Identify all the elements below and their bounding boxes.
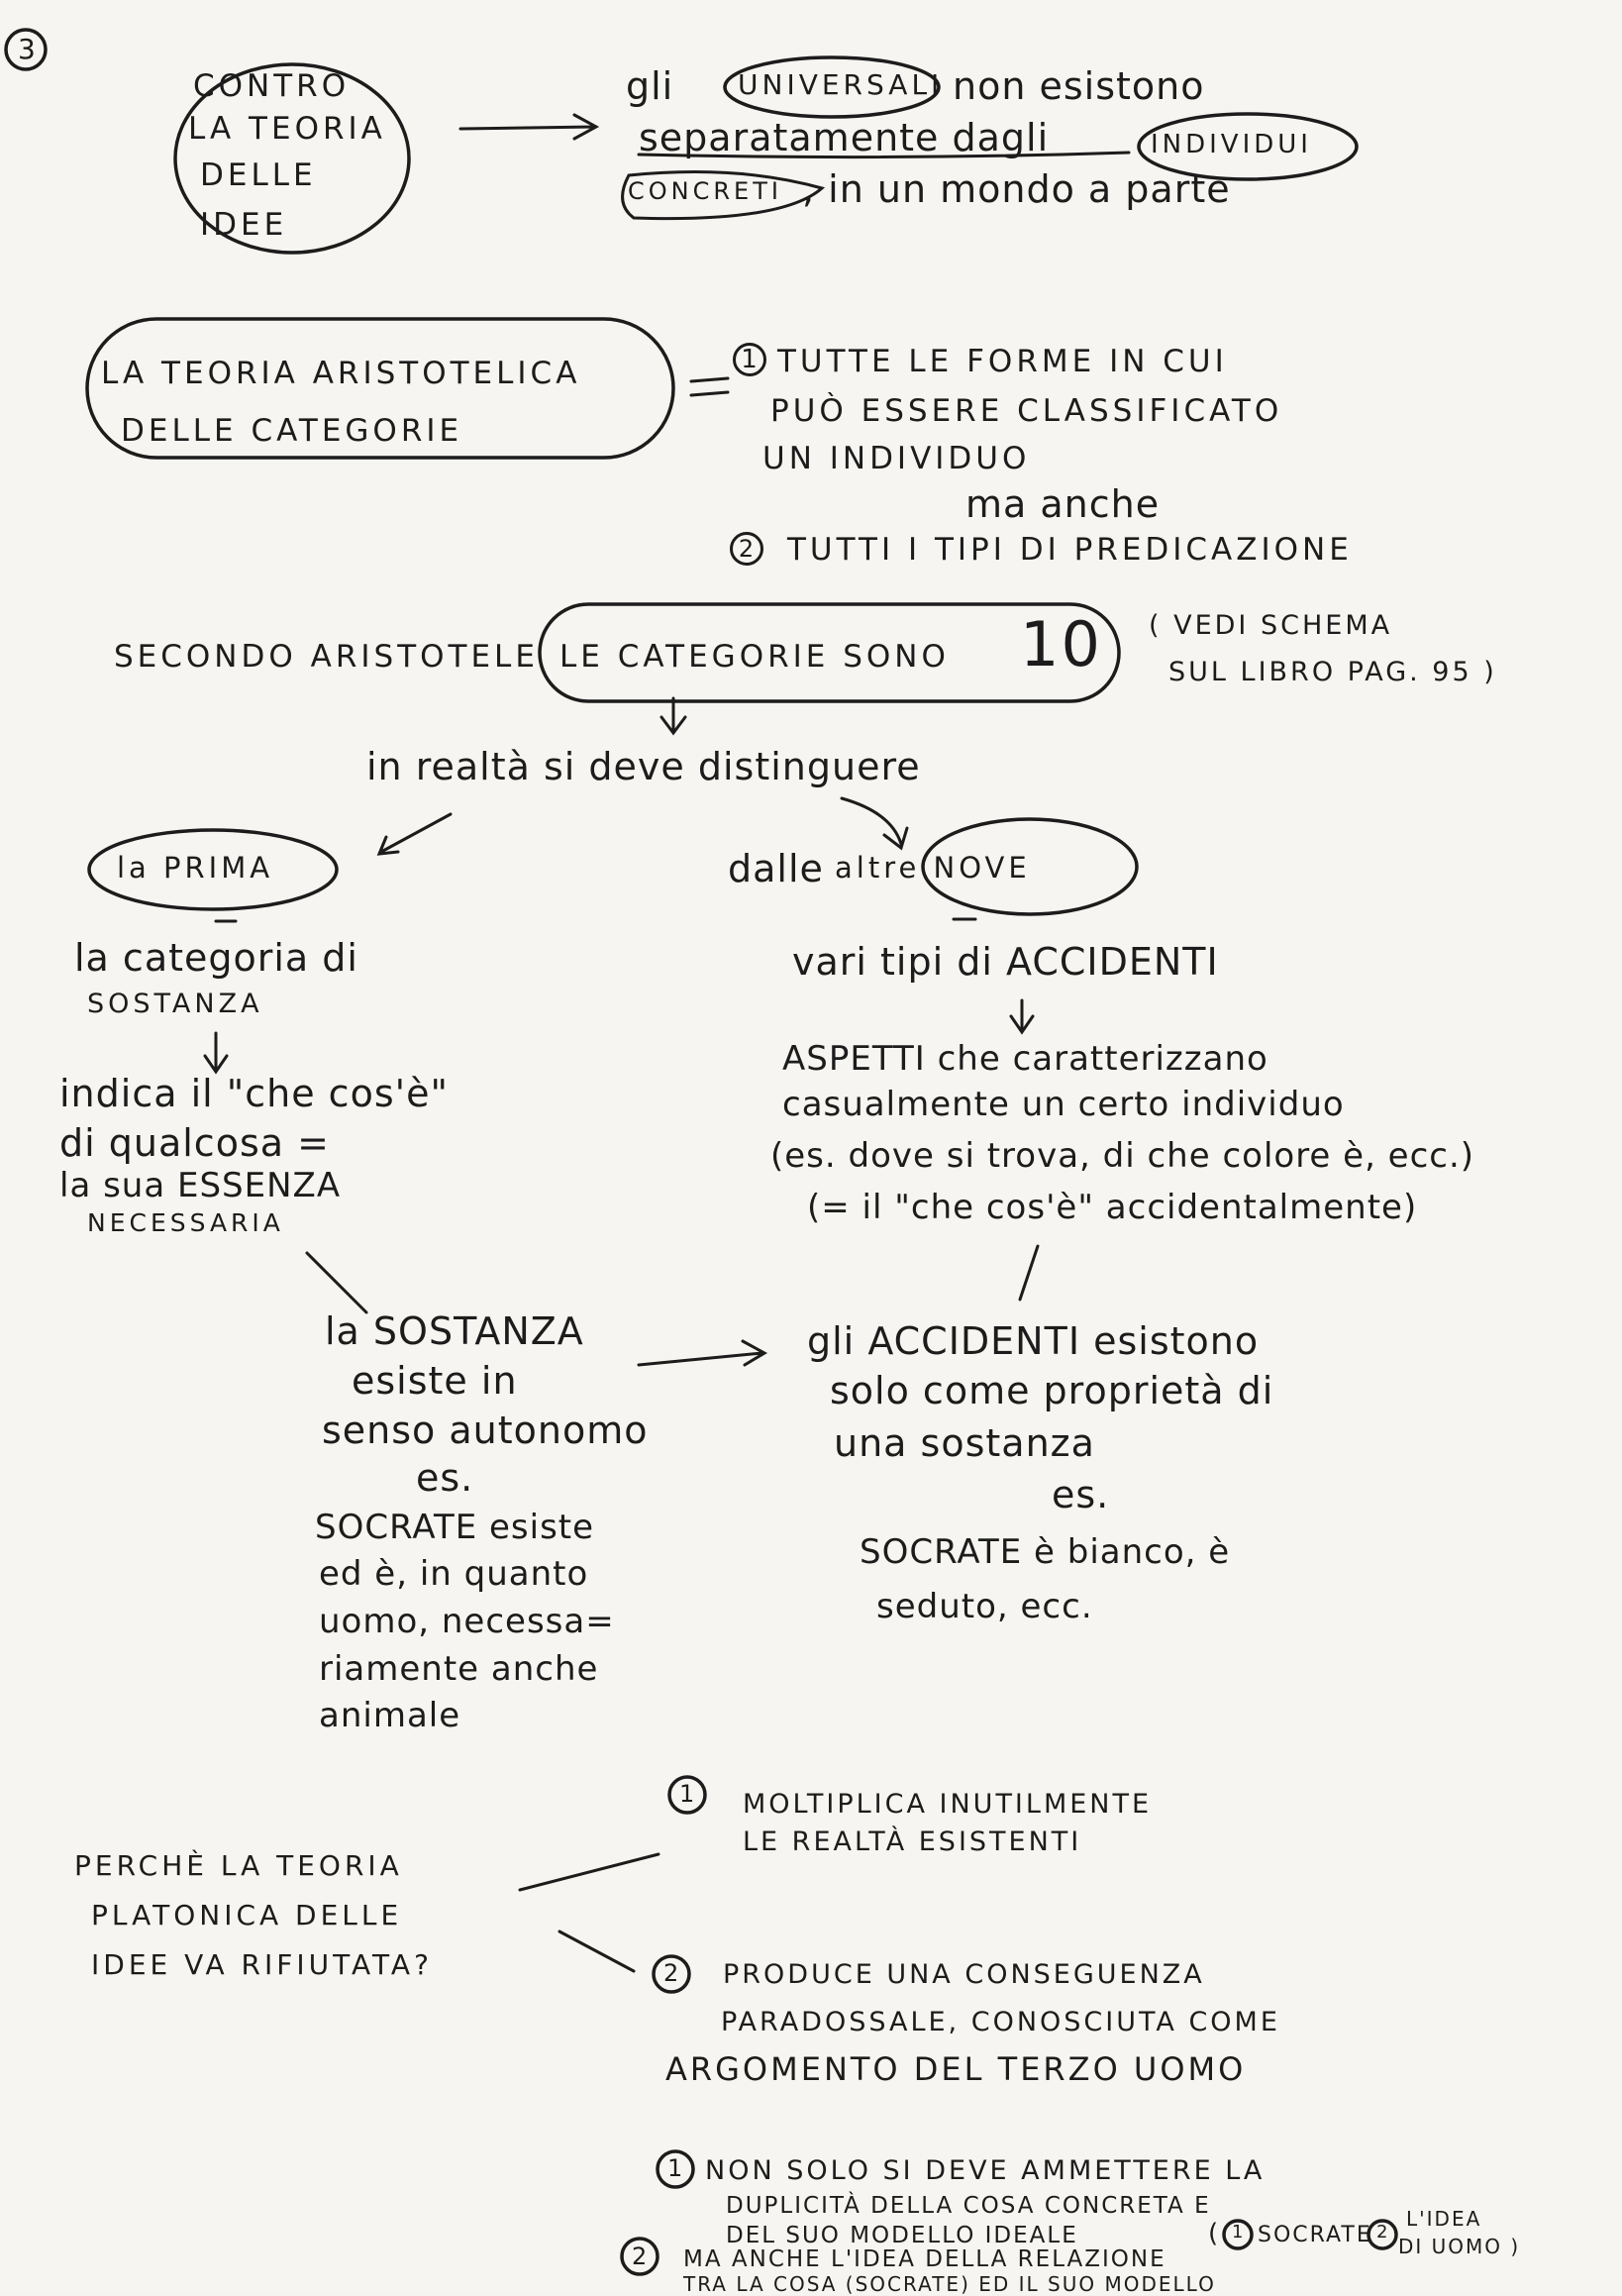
concreti-word: CONCRETI — [628, 177, 782, 205]
accidenti-types-text: vari tipi di ACCIDENTI — [792, 940, 1219, 984]
arrow-down-icon — [205, 1033, 227, 1072]
connector-line — [559, 1931, 634, 1971]
indica-line-4: NECESSARIA — [87, 1208, 284, 1237]
arrow-down-icon — [661, 698, 685, 733]
sostanza-word: SOSTANZA — [87, 989, 263, 1019]
sub-1b-line-1: L'IDEA — [1406, 2207, 1482, 2231]
sub-1-line-2: DUPLICITÀ DELLA COSA CONCRETA E — [726, 2193, 1211, 2219]
sostanza-line-3: senso autonomo — [322, 1409, 649, 1452]
contro-box-line-2: LA TEORIA — [188, 111, 386, 147]
item-2-number: 2 — [730, 532, 763, 566]
arrow-right-icon — [460, 115, 596, 139]
reason-2-line-1: PRODUCE UNA CONSEGUENZA — [723, 1959, 1205, 1990]
socrate-example-line-5: animale — [319, 1696, 461, 1735]
secondo-aristotele-text: SECONDO ARISTOTELE — [114, 639, 539, 675]
forme-line-3: UN INDIVIDUO — [762, 441, 1031, 476]
indica-line-2: di qualcosa = — [59, 1121, 330, 1165]
accidenti-line-3: una sostanza — [834, 1421, 1095, 1465]
ma-anche-text: ma anche — [965, 482, 1161, 526]
mondo-a-parte-text: , in un mondo a parte — [802, 167, 1231, 211]
forme-line-2: PUÒ ESSERE CLASSIFICATO — [770, 393, 1283, 429]
categorie-sono-text: LE CATEGORIE SONO — [559, 639, 950, 675]
socrate-example-line-3: uomo, necessa= — [319, 1602, 615, 1641]
arrow-down-icon — [1011, 1000, 1033, 1032]
connector-line — [520, 1854, 659, 1890]
accidenti-line-2: solo come proprietà di — [830, 1369, 1274, 1412]
categoria-di-text: la categoria di — [74, 936, 358, 980]
sostanza-line-2: esiste in — [352, 1359, 518, 1403]
aspetti-line-3: (es. dove si trova, di che colore è, ecc.) — [770, 1136, 1475, 1176]
socrate-example-line-4: riamente anche — [319, 1649, 599, 1689]
reason-2-number: 2 — [663, 1959, 680, 1987]
aspetti-line-1: ASPETTI che caratterizzano — [782, 1039, 1268, 1079]
socrate-example-line-1: SOCRATE esiste — [315, 1508, 595, 1547]
equals-sign — [691, 378, 728, 395]
reason-1-line-2: LE REALTÀ ESISTENTI — [743, 1826, 1082, 1857]
connector-line — [307, 1253, 366, 1312]
page-number: 3 — [18, 33, 37, 65]
sub-1a-number: 1 — [1232, 2222, 1245, 2243]
sub-1-number: 1 — [667, 2154, 684, 2182]
contro-box-line-1: CONTRO — [193, 68, 351, 104]
la-prima-text: la PRIMA — [117, 851, 274, 885]
sub-1-line-3: DEL SUO MODELLO IDEALE — [726, 2223, 1078, 2248]
individui-word: INDIVIDUI — [1151, 130, 1312, 159]
sostanza-line-1: la SOSTANZA — [325, 1309, 584, 1353]
contro-box-line-4: IDEE — [200, 207, 288, 243]
perche-line-2: PLATONICA DELLE — [91, 1899, 403, 1931]
sub-1b-number: 2 — [1376, 2222, 1389, 2243]
sub-1a-text: SOCRATE — [1258, 2223, 1372, 2247]
terzo-uomo-text: ARGOMENTO DEL TERZO UOMO — [665, 2050, 1247, 2088]
left-es-text: es. — [416, 1456, 474, 1500]
contro-box-line-3: DELLE — [200, 157, 317, 193]
reason-1-number: 1 — [679, 1780, 696, 1808]
reason-2-line-2: PARADOSSALE, CONOSCIUTA COME — [721, 2007, 1280, 2037]
vedi-schema-line-2: SUL LIBRO PAG. 95 ) — [1168, 657, 1497, 687]
sub-2-line-1: MA ANCHE L'IDEA DELLA RELAZIONE — [683, 2246, 1166, 2272]
categorie-number: 10 — [1020, 608, 1102, 680]
indica-line-1: indica il "che cos'è" — [59, 1072, 449, 1115]
distinguere-text: in realtà si deve distinguere — [366, 745, 921, 788]
connector-line — [1020, 1246, 1038, 1300]
sub-1-open-paren: ( — [1208, 2219, 1220, 2248]
universali-word: UNIVERSALI — [738, 68, 944, 101]
arrow-down-right-icon — [842, 798, 907, 848]
socrate-bianco-line-2: seduto, ecc. — [876, 1587, 1093, 1626]
universali-prefix: gli — [626, 64, 674, 108]
perche-line-3: IDEE VA RIFIUTATA? — [91, 1948, 433, 1981]
right-es-text: es. — [1052, 1473, 1110, 1516]
predicazione-text: TUTTI I TIPI DI PREDICAZIONE — [787, 532, 1353, 568]
aspetti-line-4: (= il "che cos'è" accidentalmente) — [807, 1188, 1418, 1227]
item-1-number: 1 — [733, 343, 766, 376]
separatamente-text: separatamente dagli — [639, 116, 1050, 159]
socrate-bianco-line-1: SOCRATE è bianco, è — [860, 1532, 1231, 1572]
arrow-down-left-icon — [379, 814, 451, 854]
universali-suffix: non esistono — [953, 64, 1205, 108]
reason-1-line-1: MOLTIPLICA INUTILMENTE — [743, 1789, 1153, 1820]
indica-line-3: la sua ESSENZA — [59, 1166, 342, 1205]
socrate-example-line-2: ed è, in quanto — [319, 1554, 589, 1594]
vedi-schema-line-1: ( VEDI SCHEMA — [1149, 610, 1393, 641]
teoria-aristotelica-line-1: LA TEORIA ARISTOTELICA — [101, 356, 581, 391]
forme-line-1: TUTTE LE FORME IN CUI — [777, 344, 1228, 379]
dalle-text: dalle — [728, 847, 824, 890]
accidenti-line-1: gli ACCIDENTI esistono — [807, 1319, 1260, 1363]
teoria-aristotelica-line-2: DELLE CATEGORIE — [121, 413, 463, 449]
sub-2-line-2: TRA LA COSA (SOCRATE) ED IL SUO MODELLO — [683, 2272, 1216, 2296]
altre-nove-text: altre NOVE — [835, 851, 1031, 885]
sub-1b-line-2: DI UOMO ) — [1398, 2235, 1521, 2258]
sub-2-number: 2 — [632, 2243, 649, 2270]
sub-1-line-1: NON SOLO SI DEVE AMMETTERE LA — [705, 2155, 1266, 2186]
arrow-right-icon — [639, 1341, 764, 1365]
aspetti-line-2: casualmente un certo individuo — [782, 1085, 1345, 1124]
perche-line-1: PERCHÈ LA TEORIA — [74, 1849, 403, 1882]
